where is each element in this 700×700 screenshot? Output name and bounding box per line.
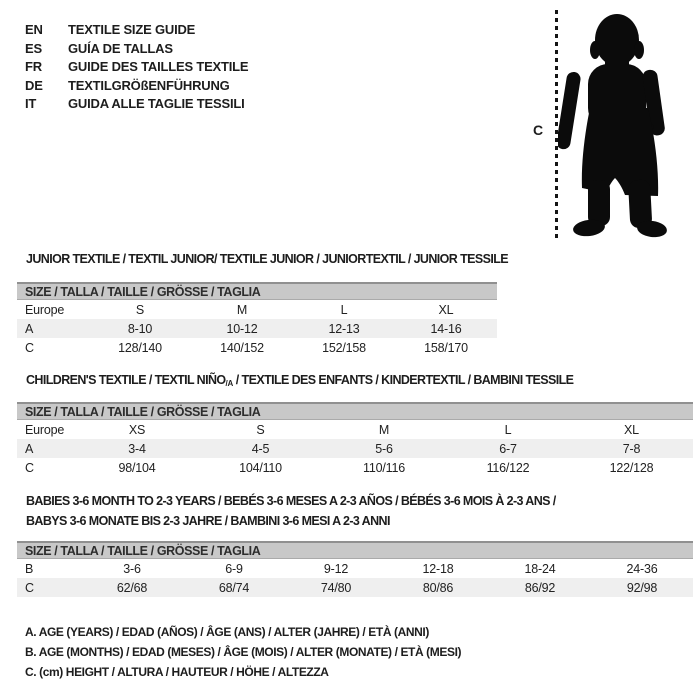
size-cell: XS bbox=[128, 422, 146, 437]
children-size-table bbox=[17, 402, 693, 477]
size-cell: S bbox=[256, 422, 265, 437]
size-cell: 92/98 bbox=[591, 578, 693, 597]
footnote-list bbox=[25, 622, 461, 682]
junior-size-table bbox=[17, 282, 497, 357]
language-row bbox=[25, 21, 248, 40]
table-row bbox=[17, 458, 693, 477]
language-code: FR bbox=[25, 59, 42, 74]
size-cell: 14-16 bbox=[395, 319, 497, 338]
size-cell: 116/122 bbox=[486, 460, 530, 475]
language-list bbox=[25, 21, 248, 114]
row-label: A bbox=[17, 319, 89, 338]
table-row bbox=[17, 559, 693, 579]
size-cell: 5-6 bbox=[322, 439, 446, 458]
size-cell: 10-12 bbox=[191, 319, 293, 338]
size-cell: XL bbox=[438, 302, 454, 317]
size-cell: 6-9 bbox=[225, 561, 243, 576]
size-cell: 104/110 bbox=[239, 460, 282, 475]
babies-section-heading bbox=[26, 491, 556, 531]
size-cell: 74/80 bbox=[285, 578, 387, 597]
children-heading-text: / TEXTILE DES ENFANTS / KINDERTEXTIL / BAMBINI TESSILE bbox=[232, 373, 574, 387]
table-size-header: SIZE / TALLA / TAILLE / GRÖSSE / TAGLIA bbox=[17, 542, 693, 559]
language-title: GUIDE DES TAILLES TEXTILE bbox=[68, 59, 249, 74]
row-label: C bbox=[17, 578, 81, 597]
size-cell: 62/68 bbox=[81, 578, 183, 597]
table-size-header: SIZE / TALLA / TAILLE / GRÖSSE / TAGLIA bbox=[17, 283, 497, 300]
size-cell: 140/152 bbox=[220, 340, 264, 355]
size-cell: L bbox=[504, 422, 512, 437]
babies-size-table bbox=[17, 541, 693, 597]
row-label: C bbox=[25, 340, 34, 355]
size-cell: 68/74 bbox=[183, 578, 285, 597]
size-cell: S bbox=[135, 302, 145, 317]
language-code: DE bbox=[25, 77, 43, 93]
height-measure-label: C bbox=[532, 122, 544, 138]
size-cell: 12-18 bbox=[422, 561, 454, 576]
row-label: C bbox=[25, 460, 34, 475]
size-cell: 7-8 bbox=[570, 439, 693, 458]
language-title: TEXTILE SIZE GUIDE bbox=[68, 22, 196, 37]
toddler-silhouette bbox=[558, 12, 670, 240]
children-section-heading bbox=[26, 370, 573, 394]
children-heading-subscript: /A bbox=[225, 379, 233, 388]
size-cell: 152/158 bbox=[322, 340, 366, 355]
language-title: GUÍA DE TALLAS bbox=[68, 40, 173, 56]
row-label: Europe bbox=[25, 302, 65, 317]
size-cell: 80/86 bbox=[387, 578, 489, 597]
table-size-header: SIZE / TALLA / TAILLE / GRÖSSE / TAGLIA bbox=[17, 403, 693, 420]
size-cell: 3-4 bbox=[75, 439, 199, 458]
language-row bbox=[25, 77, 248, 96]
size-cell: 3-6 bbox=[123, 561, 141, 576]
size-cell: 128/140 bbox=[118, 340, 162, 355]
size-cell: 6-7 bbox=[446, 439, 570, 458]
language-code: ES bbox=[25, 40, 42, 56]
size-cell: 12-13 bbox=[293, 319, 395, 338]
footnote-b: B. AGE (MONTHS) / EDAD (MESES) / ÂGE (MOIS) / ALTER (MONATE) / ETÀ (MESI) bbox=[25, 645, 462, 659]
size-cell: L bbox=[340, 302, 348, 317]
table-row bbox=[17, 420, 693, 440]
footnote-a: A. AGE (YEARS) / EDAD (AÑOS) / ÂGE (ANS) / ALTER (JAHRE) / ETÀ (ANNI) bbox=[25, 625, 429, 639]
language-code: IT bbox=[25, 96, 37, 111]
size-cell: 18-24 bbox=[524, 561, 556, 576]
size-cell: 122/128 bbox=[609, 460, 654, 475]
language-row bbox=[25, 95, 248, 114]
size-cell: 24-36 bbox=[626, 561, 658, 576]
table-row bbox=[17, 300, 497, 320]
size-cell: 158/170 bbox=[424, 340, 468, 355]
size-cell: 86/92 bbox=[489, 578, 591, 597]
row-label: Europe bbox=[25, 422, 65, 437]
babies-heading-line2: BABYS 3-6 MONATE BIS 2-3 JAHRE / BAMBINI 3-6 MESI A 2-3 ANNI bbox=[26, 514, 390, 528]
language-code: EN bbox=[25, 22, 43, 37]
size-cell: M bbox=[236, 302, 248, 317]
babies-heading-line1: BABIES 3-6 MONTH TO 2-3 YEARS / BEBÉS 3-6 MESES A 2-3 AÑOS / BÉBÉS 3-6 MOIS À 2-3 ANS / bbox=[26, 494, 556, 508]
table-row bbox=[17, 338, 497, 357]
table-row bbox=[17, 439, 693, 458]
language-row bbox=[25, 40, 248, 59]
row-label: A bbox=[17, 439, 75, 458]
junior-section-heading: JUNIOR TEXTILE / TEXTIL JUNIOR/ TEXTILE JUNIOR / JUNIORTEXTIL / JUNIOR TESSILE bbox=[26, 252, 508, 266]
size-cell: M bbox=[378, 422, 390, 437]
row-label: B bbox=[25, 561, 34, 576]
footnote-c: C. (cm) HEIGHT / ALTURA / HAUTEUR / HÖHE / ALTEZZA bbox=[25, 665, 329, 679]
children-heading-text: CHILDREN'S TEXTILE / TEXTIL NIÑO bbox=[26, 373, 226, 387]
size-cell: 4-5 bbox=[199, 439, 322, 458]
size-cell: 9-12 bbox=[323, 561, 349, 576]
size-cell: 98/104 bbox=[118, 460, 156, 475]
table-row bbox=[17, 578, 693, 597]
size-cell: 8-10 bbox=[89, 319, 191, 338]
language-title: GUIDA ALLE TAGLIE TESSILI bbox=[68, 96, 245, 111]
size-cell: 110/116 bbox=[363, 460, 405, 475]
language-row bbox=[25, 58, 248, 77]
size-cell: XL bbox=[624, 422, 639, 437]
language-title: TEXTILGRÖßENFÜHRUNG bbox=[68, 77, 230, 93]
table-row bbox=[17, 319, 497, 338]
